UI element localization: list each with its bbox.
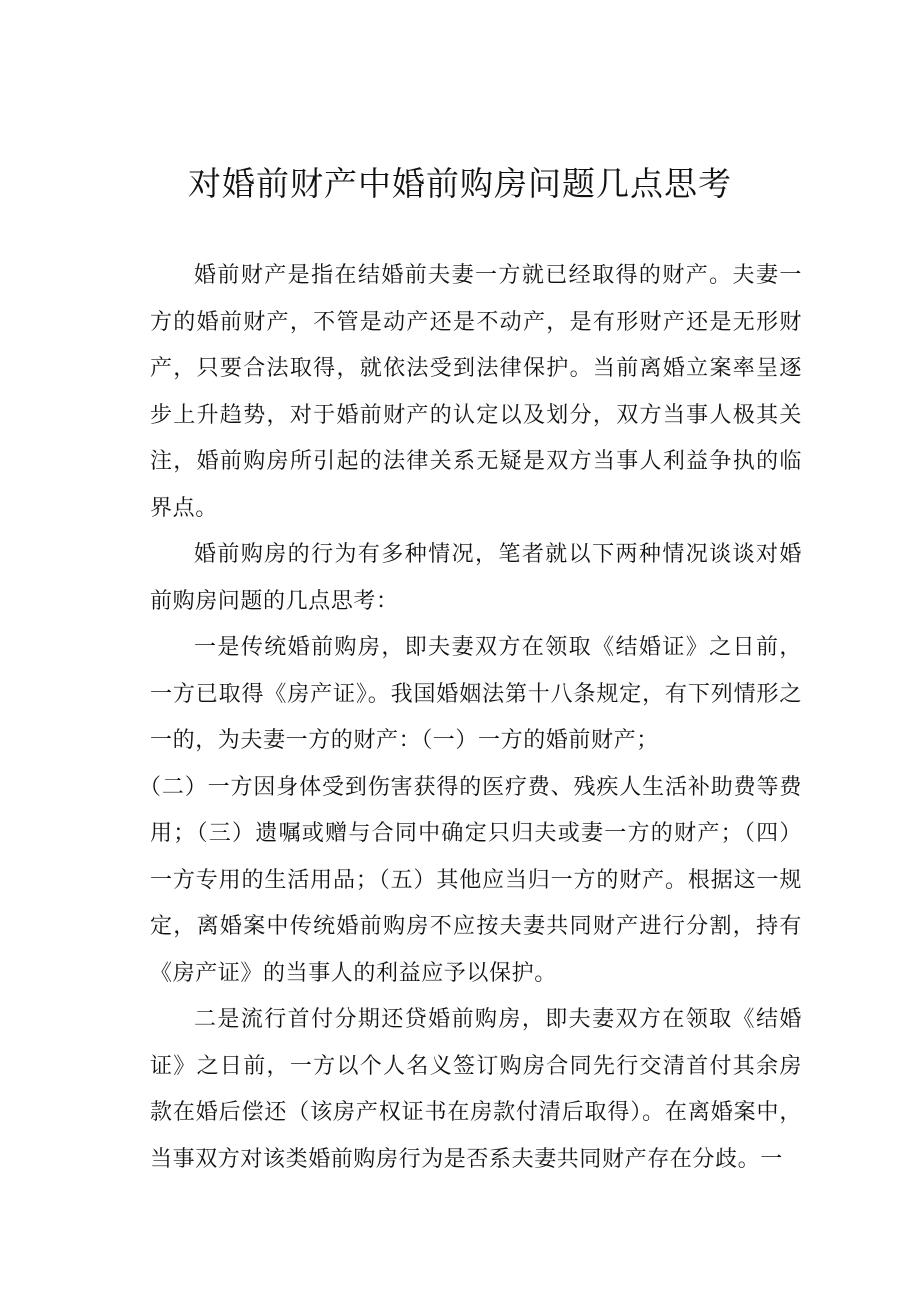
document-title: 对婚前财产中婚前购房问题几点思考 (188, 164, 732, 203)
paragraph-marriage-law-items: （二）一方因身体受到伤害获得的医疗费、残疾人生活补助费等费用；（三）遗嘱或赠与合同中确定只归夫或妻一方的财产；（四）一方专用的生活用品；（五）其他应当归一方的财产。根据这一规定，离婚案中传统婚前购房不应按夫妻共同财产进行分割，持有《房产证》的当事人的利益应予以保护。 (139, 774, 802, 986)
document-body (139, 253, 802, 1183)
paragraph-installment-purchase: 二是流行首付分期还贷婚前购房，即夫妻双方在领取《结婚证》之日前，一方以个人名义签订购房合同先行交清首付其余房款在婚后偿还（该房产权证书在房款付清后取得）。在离婚案中，当事双方对该类婚前购房行为是否系夫妻共同财产存在分歧。一 (150, 1007, 802, 1172)
paragraph-purchase-situations: 婚前购房的行为有多种情况，笔者就以下两种情况谈谈对婚前购房问题的几点思考： (150, 542, 802, 614)
paragraph-traditional-purchase: 一是传统婚前购房，即夫妻双方在领取《结婚证》之日前，一方已取得《房产证》。我国婚姻法第十八条规定，有下列情形之一的，为夫妻一方的财产：（一）一方的婚前财产； (150, 635, 802, 753)
paragraph-premarital-property-definition: 婚前财产是指在结婚前夫妻一方就已经取得的财产。夫妻一方的婚前财产，不管是动产还是不动产，是有形财产还是无形财产，只要合法取得，就依法受到法律保护。当前离婚立案率呈逐步上升趋势，对于婚前财产的认定以及划分，双方当事人极其关注，婚前购房所引起的法律关系无疑是双方当事人利益争执的临界点。 (150, 263, 802, 521)
